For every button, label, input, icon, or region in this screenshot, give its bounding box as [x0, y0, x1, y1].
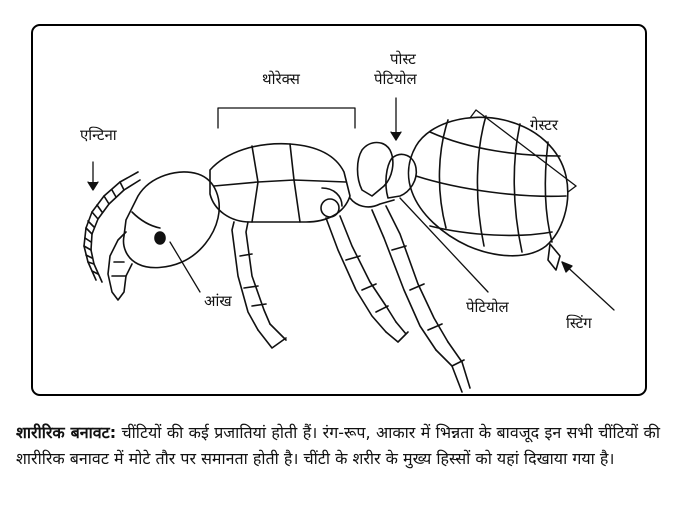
- label-post-petiole-line1: पोस्ट: [390, 50, 416, 68]
- label-gaster: गेस्टर: [530, 116, 558, 134]
- label-antenna: एन्टिना: [80, 126, 117, 144]
- gaster-bracket: [476, 110, 576, 186]
- caption-title: शारीरिक बनावट:: [16, 423, 117, 442]
- head-drawing: [108, 172, 219, 300]
- sting-drawing: [548, 244, 560, 270]
- petiole-drawing: [350, 143, 416, 207]
- thorax-bracket: [218, 108, 355, 128]
- gaster-drawing: [409, 116, 568, 256]
- label-post-petiole-line2: पेटियोल: [374, 70, 417, 88]
- label-petiole: पेटियोल: [466, 298, 509, 316]
- thorax-drawing: [210, 144, 350, 222]
- petiole-pointer: [400, 198, 488, 292]
- caption-text: चींटियों की कई प्रजातियां होती हैं। रंग-रूप, आकार में भिन्नता के बावजूद इन सभी चींटियों की शारीरिक बनावट में मोटे तौर पर समानता होती है। चींटी के शरीर के मुख्य हिस्सों को यहां दिखाया गया है।: [16, 423, 660, 468]
- eye-pointer: [170, 242, 200, 292]
- label-thorax: थोरेक्स: [262, 70, 300, 88]
- sting-arrow: [562, 262, 614, 310]
- label-sting: स्टिंग: [566, 314, 592, 332]
- eye-mark: [155, 232, 165, 244]
- figure-caption: [16, 420, 660, 472]
- label-eye: आंख: [204, 292, 232, 310]
